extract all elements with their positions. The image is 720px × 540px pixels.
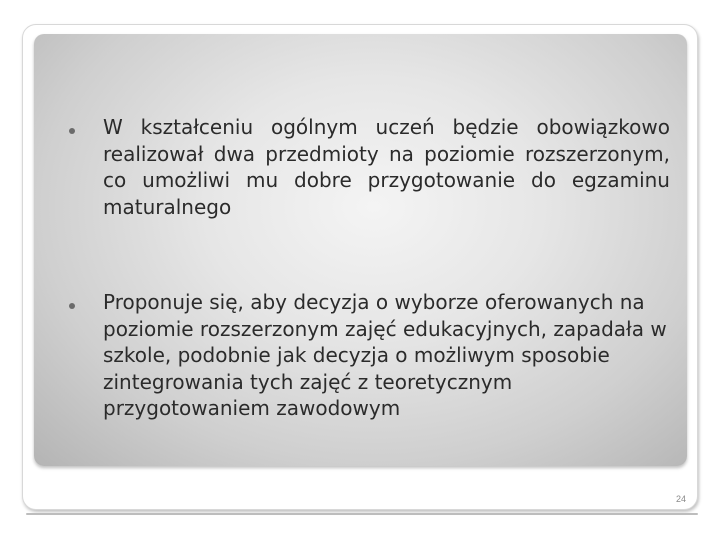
bullet-item bbox=[69, 114, 670, 220]
bullet-text: W kształceniu ogólnym uczeń będzie obowiązkowo realizował dwa przedmioty na poziomie rozszerzonym, co umożliwi mu dobre przygotowanie do egzaminu maturalnego bbox=[103, 115, 670, 219]
bullet-item bbox=[69, 289, 670, 422]
bullet-dot-icon bbox=[69, 128, 75, 134]
slide-number: 24 bbox=[675, 494, 686, 504]
bullet-dot-icon bbox=[69, 303, 75, 309]
frame-bottom-line bbox=[26, 513, 698, 515]
content-panel bbox=[34, 34, 687, 466]
bullet-text: Proponuje się, aby decyzja o wyborze oferowanych na poziomie rozszerzonym zajęć edukacyjnych, zapadała w szkole, podobnie jak decyzja o możliwym sposobie zintegrowania tych zajęć z teoretycznym przygotowaniem zawodowym bbox=[103, 290, 667, 420]
